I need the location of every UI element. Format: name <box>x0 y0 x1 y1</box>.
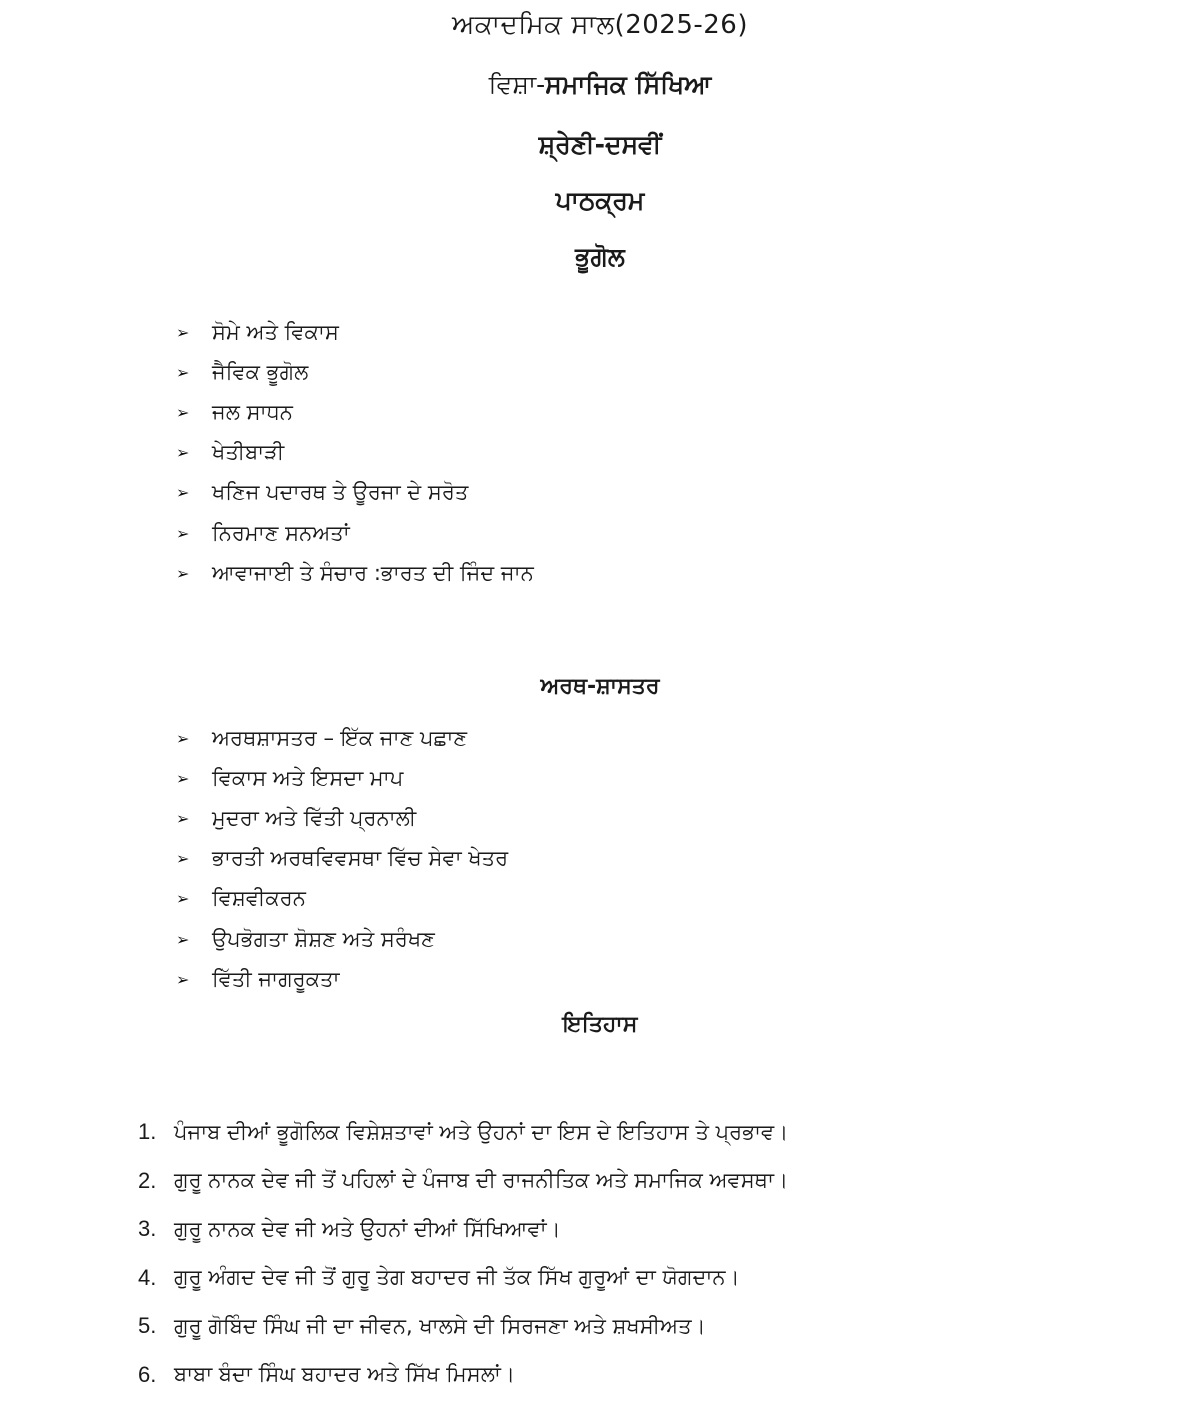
list-item <box>138 1108 788 1157</box>
list-item <box>176 433 534 473</box>
subject-title <box>0 70 1200 100</box>
history-heading: ਇਤਿਹਾਸ <box>562 1012 638 1037</box>
list-item-text: ਮੁਦਰਾ ਅਤੇ ਵਿੱਤੀ ਪ੍ਰਨਾਲੀ <box>212 805 417 830</box>
arrow-bullet-icon: ➢ <box>176 889 190 909</box>
economics-heading: ਅਰਥ-ਸ਼ਾਸਤਰ <box>540 674 660 699</box>
list-item-text: ਜਲ ਸਾਧਨ <box>212 399 293 424</box>
arrow-bullet-icon: ➢ <box>176 402 190 422</box>
list-item-text: ਸੋਮੇ ਅਤੇ ਵਿਕਾਸ <box>212 319 339 344</box>
list-item-text: ਗੁਰੂ ਅੰਗਦ ਦੇਵ ਜੀ ਤੋਂ ਗੁਰੂ ਤੇਗ ਬਹਾਦਰ ਜੀ ਤੱਕ ਸਿੱਖ ਗੁਰੂਆਂ ਦਾ ਯੋਗਦਾਨ। <box>174 1265 740 1290</box>
list-item <box>176 473 534 513</box>
geography-list <box>176 312 534 593</box>
arrow-bullet-icon: ➢ <box>176 969 190 989</box>
list-item-text: ਬਾਬਾ ਬੰਦਾ ਸਿੰਘ ਬਹਾਦਰ ਅਤੇ ਸਿੱਖ ਮਿਸਲਾਂ। <box>174 1362 516 1387</box>
class-title: ਸ਼੍ਰੇਣੀ-ਦਸਵੀਂ <box>538 130 662 159</box>
academic-year-title: ਅਕਾਦਮਿਕ ਸਾਲ(2025-26) <box>452 10 748 40</box>
arrow-bullet-icon: ➢ <box>176 808 190 828</box>
arrow-bullet-icon: ➢ <box>176 563 190 583</box>
list-item <box>138 1205 788 1254</box>
list-item <box>176 718 508 758</box>
history-list <box>138 1108 788 1399</box>
list-item-number: 4. <box>138 1264 157 1290</box>
list-item <box>138 1302 788 1351</box>
arrow-bullet-icon: ➢ <box>176 728 190 748</box>
arrow-bullet-icon: ➢ <box>176 483 190 503</box>
list-item-text: ਗੁਰੂ ਨਾਨਕ ਦੇਵ ਜੀ ਤੋਂ ਪਹਿਲਾਂ ਦੇ ਪੰਜਾਬ ਦੀ ਰਾਜਨੀਤਿਕ ਅਤੇ ਸਮਾਜਿਕ ਅਵਸਥਾ। <box>174 1168 789 1193</box>
list-item-text: ਖਣਿਜ ਪਦਾਰਥ ਤੇ ਊਰਜਾ ਦੇ ਸਰੋਤ <box>212 480 469 505</box>
list-item-number: 5. <box>138 1313 157 1339</box>
list-item-text: ਨਿਰਮਾਣ ਸਨਅਤਾਂ <box>212 520 350 545</box>
list-item-number: 3. <box>138 1216 157 1242</box>
list-item-text: ਵਿਕਾਸ ਅਤੇ ਇਸਦਾ ਮਾਪ <box>212 765 404 790</box>
list-item-text: ਵਿੱਤੀ ਜਾਗਰੂਕਤਾ <box>212 966 340 991</box>
list-item-text: ਗੁਰੂ ਨਾਨਕ ਦੇਵ ਜੀ ਅਤੇ ਉਹਨਾਂ ਦੀਆਂ ਸਿੱਖਿਆਵਾਂ। <box>174 1216 561 1241</box>
list-item <box>138 1351 788 1400</box>
list-item <box>138 1157 788 1206</box>
list-item <box>176 553 534 593</box>
list-item-text: ਗੁਰੂ ਗੋਬਿੰਦ ਸਿੰਘ ਜੀ ਦਾ ਜੀਵਨ, ਖਾਲਸੇ ਦੀ ਸਿਰਜਣਾ ਅਤੇ ਸ਼ਖਸੀਅਤ। <box>174 1313 706 1338</box>
list-item <box>176 758 508 798</box>
list-item-text: ਅਰਥਸ਼ਾਸਤਰ – ਇੱਕ ਜਾਣ ਪਛਾਣ <box>212 725 467 750</box>
economics-list <box>176 718 508 999</box>
list-item <box>176 839 508 879</box>
list-item-text: ਆਵਾਜਾਈ ਤੇ ਸੰਚਾਰ :ਭਾਰਤ ਦੀ ਜਿੰਦ ਜਾਨ <box>212 560 534 585</box>
list-item-text: ਜੈਵਿਕ ਭੂਗੋਲ <box>212 359 309 384</box>
arrow-bullet-icon: ➢ <box>176 443 190 463</box>
arrow-bullet-icon: ➢ <box>176 523 190 543</box>
subject-prefix: ਵਿਸ਼ਾ- <box>488 70 546 99</box>
arrow-bullet-icon: ➢ <box>176 362 190 382</box>
subject-name: ਸਮਾਜਿਕ ਸਿੱਖਿਆ <box>545 70 712 99</box>
list-item <box>176 312 534 352</box>
arrow-bullet-icon: ➢ <box>176 849 190 869</box>
list-item-text: ਵਿਸ਼ਵੀਕਰਨ <box>212 886 306 911</box>
syllabus-title: ਪਾਠਕ੍ਰਮ <box>555 186 645 215</box>
geography-heading: ਭੂਗੋਲ <box>575 242 625 271</box>
list-item <box>176 798 508 838</box>
list-item-number: 2. <box>138 1167 157 1193</box>
arrow-bullet-icon: ➢ <box>176 929 190 949</box>
list-item-text: ਭਾਰਤੀ ਅਰਥਵਿਵਸਥਾ ਵਿੱਚ ਸੇਵਾ ਖੇਤਰ <box>212 846 509 871</box>
arrow-bullet-icon: ➢ <box>176 768 190 788</box>
list-item-number: 6. <box>138 1361 157 1387</box>
list-item <box>176 919 508 959</box>
list-item <box>176 392 534 432</box>
arrow-bullet-icon: ➢ <box>176 322 190 342</box>
list-item <box>176 352 534 392</box>
list-item-text: ਉਪਭੋਗਤਾ ਸ਼ੋਸ਼ਣ ਅਤੇ ਸਰੰਖਣ <box>212 926 435 951</box>
list-item <box>176 513 534 553</box>
list-item <box>176 959 508 999</box>
list-item-number: 1. <box>138 1119 157 1145</box>
list-item-text: ਖੇਤੀਬਾੜੀ <box>212 440 285 465</box>
list-item-text: ਪੰਜਾਬ ਦੀਆਂ ਭੂਗੋਲਿਕ ਵਿਸ਼ੇਸ਼ਤਾਵਾਂ ਅਤੇ ਉਹਨਾਂ ਦਾ ਇਸ ਦੇ ਇਤਿਹਾਸ ਤੇ ਪ੍ਰਭਾਵ। <box>174 1119 789 1144</box>
list-item <box>176 879 508 919</box>
list-item <box>138 1254 788 1303</box>
